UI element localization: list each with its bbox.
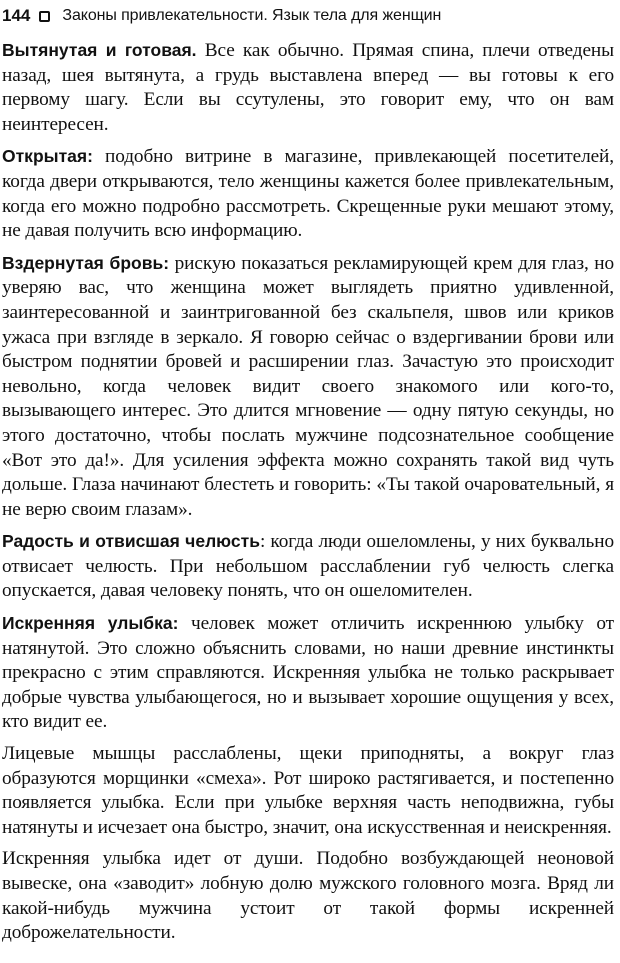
paragraph-lead: Искренняя улыбка: bbox=[2, 613, 179, 634]
paragraph-raised-brow bbox=[2, 251, 614, 523]
paragraph-text: Искренняя улыбка идет от души. Подобно возбуждающей неоновой вывеске, она «заводит» лобную долю мужского головного мозга. Вряд ли какой-нибудь мужчина устоит от такой формы искренней доброжелательности. bbox=[2, 848, 614, 944]
square-bullet-icon bbox=[39, 11, 50, 22]
page-number: 144 bbox=[2, 6, 31, 25]
paragraph-lead: Открытая: bbox=[2, 146, 93, 167]
paragraph-open bbox=[2, 144, 614, 243]
paragraph-lead: Радость и отвисшая челюсть bbox=[2, 531, 260, 552]
body-text bbox=[2, 38, 614, 946]
paragraph-smile-from-soul bbox=[2, 847, 614, 945]
paragraph-facial-muscles bbox=[2, 742, 614, 840]
paragraph-text: рискую показаться рекламирующей крем для глаз, но уверяю вас, что женщина может выглядеть приятно удивленной, заинтересованной и заинтригованной без скальпеля, швов или криков ужаса при взгляде в зеркало. Я говорю сейчас о вздергивании брови или быстром поднятии бровей и расширении глаз. Зачастую это происходит невольно, когда человек видит своего знакомого или кого-то, вызывающего интерес. Это длится мгновение — одну пятую секунды, но этого достаточно, чтобы послать мужчине подсознательное сообщение «Вот это да!». Для усиления эффекта можно сохранять такой вид чуть дольше. Глаза начинают блестеть и говорить: «Ты такой очаровательный, я не верю своим глазам». bbox=[2, 252, 614, 520]
paragraph-text: Все как обычно. Прямая спина, плечи отведены назад, шея вытянута, а грудь выставлена вперед — вы готовы к его первому шагу. Если вы ссутулены, это говорит ему, что он вам неинтересен. bbox=[2, 40, 614, 135]
paragraph-text: человек может отличить искреннюю улыбку от натянутой. Это сложно объяснить словами, но наши древние инстинкты прекрасно с этим справляются. Искренняя улыбка не только раскрывает добрые чувства улыбающегося, но и вызывает хорошие ощущения у всех, кто видит ее. bbox=[2, 613, 614, 733]
book-title: Законы привлекательности. Язык тела для женщин bbox=[62, 7, 442, 24]
paragraph-sincere-smile bbox=[2, 611, 614, 735]
paragraph-text: Лицевые мышцы расслаблены, щеки приподняты, а вокруг глаз образуются морщинки «смеха». Рот широко растягивается, и постепенно появляется улыбка. Если при улыбке верхняя часть неподвижна, губы натянуты и исчезает она быстро, значит, она искусственная и неискренняя. bbox=[2, 743, 614, 838]
paragraph-jaw-drop bbox=[2, 529, 614, 604]
paragraph-text: : когда люди ошеломлены, у них буквально отвисает челюсть. При небольшом расслаблении губ челюсть слегка опускается, давая человеку понять, что он ошеломителен. bbox=[2, 531, 614, 602]
paragraph-lead: Вздернутая бровь: bbox=[2, 252, 170, 273]
paragraph-stretched bbox=[2, 38, 614, 137]
paragraph-lead: Вытянутая и готовая. bbox=[2, 40, 197, 60]
running-header bbox=[2, 2, 614, 30]
paragraph-text: подобно витрине в магазине, привлекающей посетителей, когда двери открываются, тело женщины кажется более привлекательным, когда его можно подробно рассмотреть. Скрещенные руки мешают этому, не давая получить всю информацию. bbox=[2, 146, 614, 242]
